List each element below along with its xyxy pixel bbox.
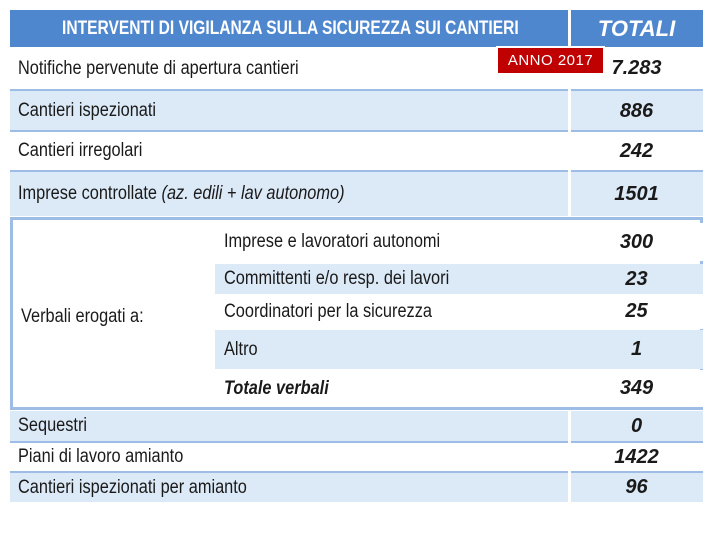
verbali-item: [215, 223, 703, 261]
row-label: Cantieri irregolari: [18, 140, 143, 161]
verbali-item-value: 300: [619, 230, 654, 253]
row-label: [18, 172, 345, 216]
row-value: 242: [619, 139, 654, 162]
table-title: INTERVENTI DI VIGILANZA SULLA SICUREZZA SUI CANTIERI: [62, 17, 519, 39]
row-label: Piani di lavoro amianto: [18, 446, 184, 467]
row-value: 1422: [614, 445, 659, 468]
table-row: [10, 91, 703, 131]
table-row: [10, 473, 703, 502]
verbali-item-value: 23: [625, 267, 648, 290]
vigilance-table: [10, 10, 703, 502]
table-row: [10, 411, 703, 441]
row-label: Sequestri: [18, 415, 88, 436]
verbali-total: [215, 370, 703, 407]
column-divider: [568, 10, 571, 217]
row-label-main: Imprese controllate: [18, 183, 157, 204]
verbali-total-label: Totale verbali: [224, 377, 329, 399]
row-label: Cantieri ispezionati per amianto: [18, 476, 247, 498]
verbali-item-value: 25: [625, 300, 648, 322]
verbali-item-label: Altro: [224, 338, 258, 360]
verbali-label: Verbali erogati a:: [21, 305, 144, 327]
verbali-item: [215, 294, 703, 329]
verbali-item-label: Imprese e lavoratori autonomi: [224, 231, 441, 252]
table-header: [10, 10, 703, 47]
table-row: [10, 443, 703, 471]
row-value: 0: [630, 414, 643, 437]
verbali-item-label: Coordinatori per la sicurezza: [224, 300, 432, 322]
row-value: 96: [625, 476, 648, 498]
totals-header: TOTALI: [597, 15, 676, 41]
verbali-item: [215, 264, 703, 294]
verbali-total-value: 349: [619, 377, 654, 399]
row-label: Notifiche pervenute di apertura cantieri: [18, 57, 299, 79]
verbali-item-label: Committenti e/o resp. dei lavori: [224, 268, 450, 289]
row-label: Cantieri ispezionati: [18, 100, 157, 121]
row-label-note: (az. edili + lav autonomo): [161, 183, 345, 204]
column-divider: [568, 411, 571, 502]
table-row: [10, 132, 703, 170]
year-badge: ANNO 2017: [496, 46, 605, 75]
verbali-item-value: 1: [630, 338, 643, 360]
row-value: 886: [619, 99, 654, 122]
table-row: [10, 172, 703, 216]
row-value: 1501: [614, 182, 659, 205]
verbali-item: [215, 330, 703, 369]
row-value: 7.283: [611, 57, 662, 79]
